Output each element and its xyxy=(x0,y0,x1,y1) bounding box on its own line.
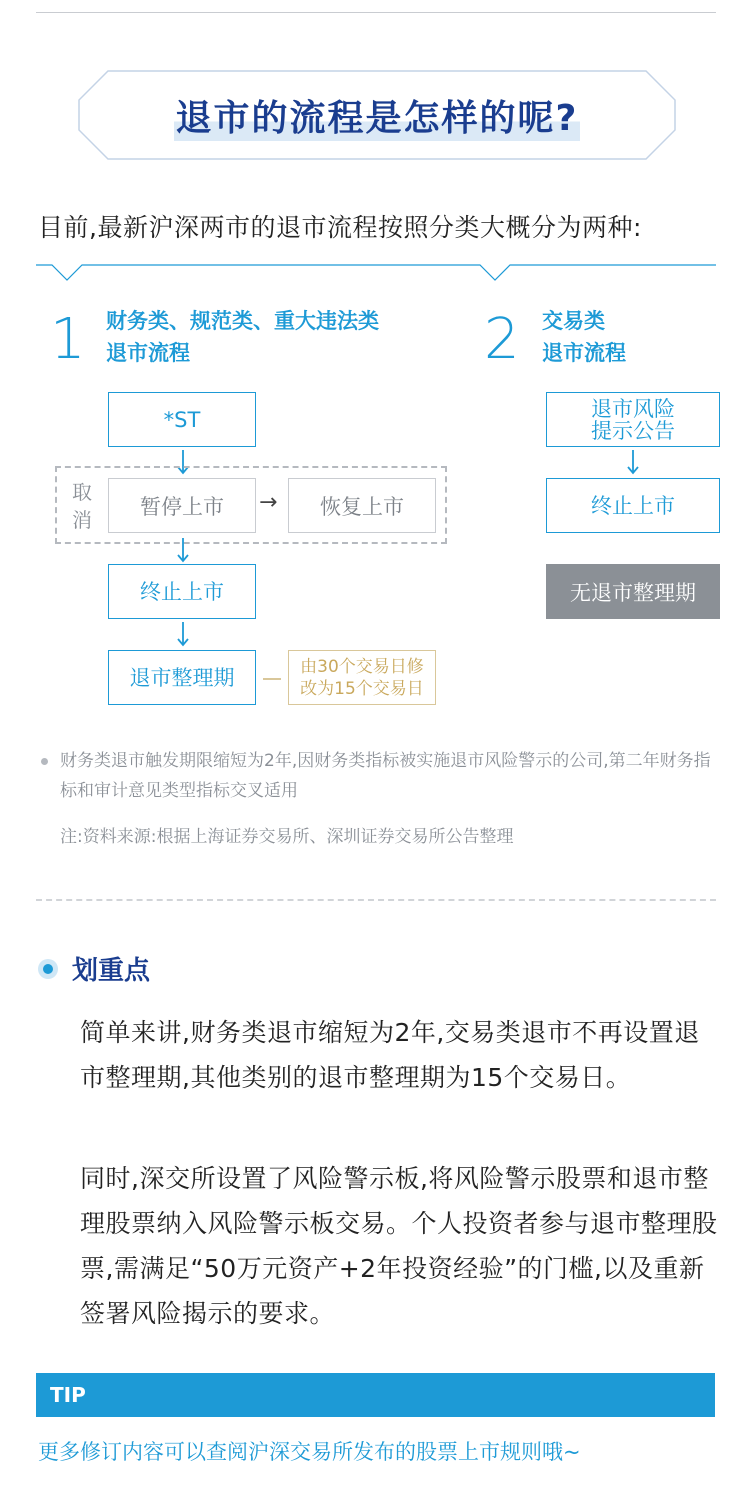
step-arrange: 退市整理期 xyxy=(108,650,256,705)
cancel-label-1: 取 xyxy=(72,480,92,504)
flow1-number: 1 xyxy=(50,307,86,372)
arrow-down-icon xyxy=(626,450,640,476)
key-points-title: 划重点 xyxy=(72,956,151,986)
top-divider xyxy=(36,12,716,13)
flow1-title-line2: 退市流程 xyxy=(106,341,190,365)
step-suspend: 暂停上市 xyxy=(108,478,256,533)
note-line1: 由30个交易日修 xyxy=(300,656,424,677)
bullet-note xyxy=(38,746,718,806)
key-points-paragraph-1: 简单来讲,财务类退市缩短为2年,交易类退市不再设置退市整理期,其他类别的退市整理期为15个交易日。 xyxy=(80,1018,700,1092)
bullet-dot-icon xyxy=(41,758,48,765)
step-risk-warning xyxy=(546,392,720,447)
flow2-title-line1: 交易类 xyxy=(542,309,605,333)
cancel-label-2: 消 xyxy=(72,508,92,532)
tip-text: 更多修订内容可以查阅沪深交易所发布的股票上市规则哦~ xyxy=(38,1440,581,1464)
bullet-note-text: 财务类退市触发期限缩短为2年,因财务类指标被实施退市风险警示的公司,第二年财务指标和审计意见类型指标交叉适用 xyxy=(60,751,711,801)
tip-label: TIP xyxy=(50,1383,86,1407)
section-divider xyxy=(36,899,716,901)
arrow-right-icon: → xyxy=(259,490,278,515)
flow1-title-line1: 财务类、规范类、重大违法类 xyxy=(106,309,379,333)
intro-text: 目前,最新沪深两市的退市流程按照分类大概分为两种: xyxy=(38,213,642,242)
risk-warning-line2: 提示公告 xyxy=(591,418,675,443)
note-connector xyxy=(263,678,281,680)
risk-warning-line1: 退市风险 xyxy=(591,396,675,421)
key-points-paragraph-2: 同时,深交所设置了风险警示板,将风险警示股票和退市整理股票纳入风险警示板交易。个人投资者参与退市整理股票,需满足“50万元资产+2年投资经验”的门槛,以及重新签署风险揭示的要求。 xyxy=(80,1164,718,1328)
flow-divider xyxy=(36,260,716,286)
step-terminate: 终止上市 xyxy=(108,564,256,619)
tip-bar xyxy=(36,1373,715,1417)
title-banner xyxy=(78,70,676,160)
flow2-title-line2: 退市流程 xyxy=(542,341,626,365)
step-st: *ST xyxy=(108,392,256,447)
flow2-number: 2 xyxy=(484,307,520,372)
arrow-down-icon xyxy=(176,622,190,648)
rule-change-note xyxy=(288,650,436,705)
note-line2: 改为15个交易日 xyxy=(300,678,424,699)
step-resume: 恢复上市 xyxy=(288,478,436,533)
arrow-down-icon xyxy=(176,538,190,564)
page-title: 退市的流程是怎样的呢? xyxy=(174,90,581,141)
source-note: 注:资料来源:根据上海证券交易所、深圳证券交易所公告整理 xyxy=(60,827,514,847)
flow2-step-terminate: 终止上市 xyxy=(546,478,720,533)
dot-bullet-icon xyxy=(38,959,58,979)
no-arrange-period: 无退市整理期 xyxy=(546,564,720,619)
